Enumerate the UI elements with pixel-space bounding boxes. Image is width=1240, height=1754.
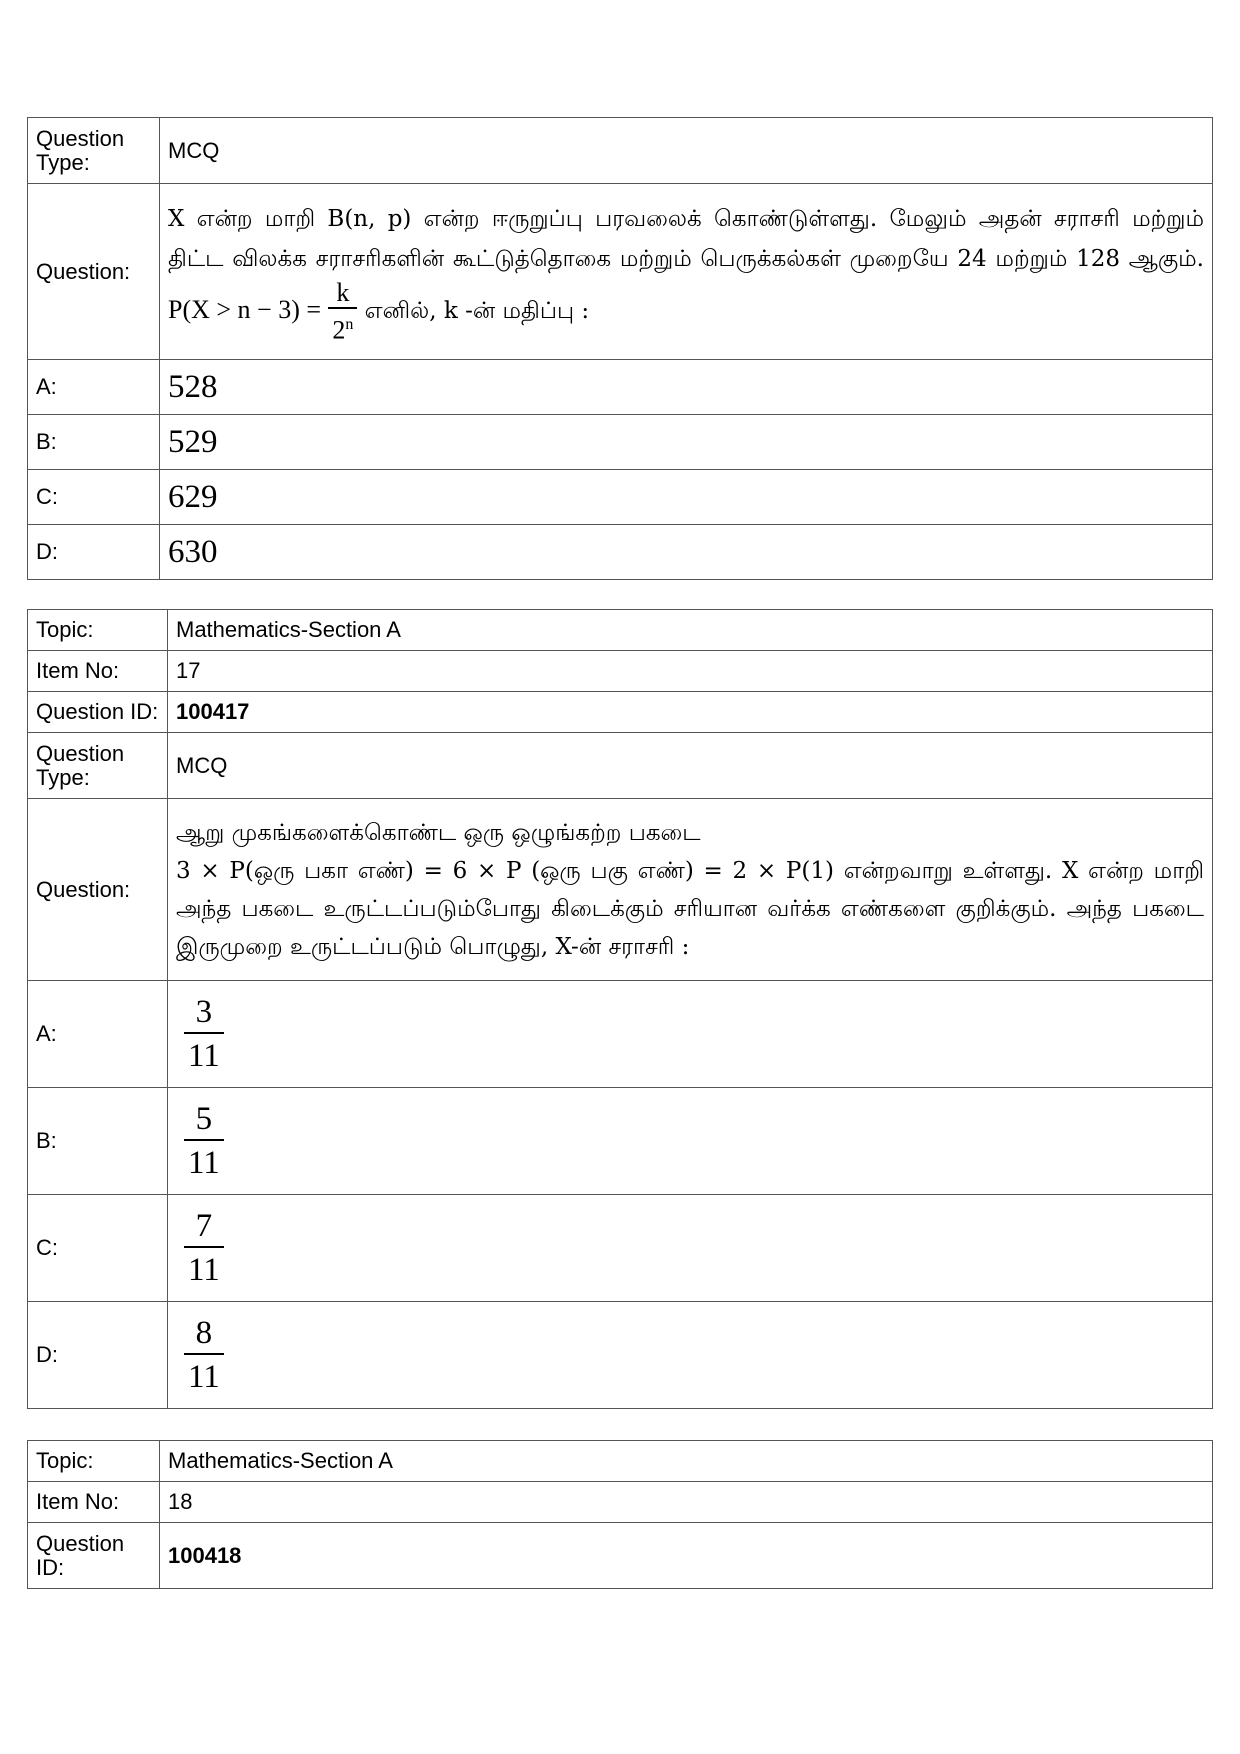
option-d-value <box>168 1302 1213 1409</box>
question-table-1 <box>27 117 1213 580</box>
topic-value: Mathematics-Section A <box>168 610 1213 651</box>
question-type-value: MCQ <box>160 118 1213 184</box>
option-b-value <box>168 1088 1213 1195</box>
option-c-value <box>168 1195 1213 1302</box>
question-id-label: Question ID: <box>28 1523 160 1589</box>
question-text <box>168 799 1213 981</box>
option-d-label: D: <box>28 525 160 580</box>
item-no-label: Item No: <box>28 1482 160 1523</box>
option-b-label: B: <box>28 1088 168 1195</box>
question-label: Question: <box>28 799 168 981</box>
question-type-value: MCQ <box>168 733 1213 799</box>
denominator-exponent: n <box>345 315 354 333</box>
fraction-numerator: 3 <box>195 994 213 1030</box>
option-a-value: 528 <box>160 360 1213 415</box>
question-line-2: 3 × P(ஒரு பகா எண்) = 6 × P (ஒரு பகு எண்) = 2 × P(1) என்றவாறு உள்ளது. X என்ற மாறி அந்த பகடை உருட்டப்படும்போது கிடைக்கும் சரியான வர்க்க எண்களை குறிக்கும். அந்த பகடை இருமுறை உருட்டப்படும் பொழுது, X-ன் சராசரி : <box>176 857 1204 960</box>
topic-value: Mathematics-Section A <box>160 1441 1213 1482</box>
fraction-denominator: 11 <box>184 1139 224 1183</box>
topic-label: Topic: <box>28 1441 160 1482</box>
question-text-part-1: X என்ற மாறி B(n, p) என்ற ஈருறுப்பு பரவலைக் கொண்டுள்ளது. மேலும் அதன் சராசரி மற்றும் திட்ட விலக்க சராசரிகளின் கூட்டுத்தொகை மற்றும் பெருக்கல்கள் முறையே 24 மற்றும் 128 ஆகும். <box>168 205 1204 272</box>
item-no-label: Item No: <box>28 651 168 692</box>
question-table-2 <box>27 609 1213 1409</box>
fraction-denominator <box>328 307 357 345</box>
fraction-denominator: 11 <box>184 1246 224 1290</box>
question-table-3 <box>27 1440 1213 1589</box>
option-d-label: D: <box>28 1302 168 1409</box>
item-no-value: 18 <box>160 1482 1213 1523</box>
fraction-8-over-11 <box>184 1313 224 1397</box>
fraction-numerator: k <box>336 277 350 307</box>
question-id-label: Question ID: <box>28 692 168 733</box>
question-line-1: ஆறு முகங்களைக்கொண்ட ஒரு ஒழுங்கற்ற பகடை <box>176 819 701 846</box>
fraction-denominator: 11 <box>184 1353 224 1397</box>
question-type-label: Question Type: <box>28 118 160 184</box>
question-type-label: Question Type: <box>28 733 168 799</box>
option-a-label: A: <box>28 360 160 415</box>
question-text-part-2: எனில், k -ன் மதிப்பு : <box>364 297 590 324</box>
option-d-value: 630 <box>160 525 1213 580</box>
fraction-numerator: 5 <box>195 1101 213 1137</box>
option-c-value: 629 <box>160 470 1213 525</box>
topic-label: Topic: <box>28 610 168 651</box>
item-no-value: 17 <box>168 651 1213 692</box>
question-id-value: 100418 <box>160 1523 1213 1589</box>
question-text <box>160 184 1213 360</box>
question-math-expression: P(X > n − 3) = <box>168 294 322 324</box>
option-c-label: C: <box>28 470 160 525</box>
fraction-k-over-2n <box>328 279 357 345</box>
fraction-numerator: 7 <box>195 1208 213 1244</box>
option-c-label: C: <box>28 1195 168 1302</box>
fraction-denominator: 11 <box>184 1032 224 1076</box>
option-b-value: 529 <box>160 415 1213 470</box>
fraction-numerator: 8 <box>195 1315 213 1351</box>
option-b-label: B: <box>28 415 160 470</box>
fraction-5-over-11 <box>184 1099 224 1183</box>
option-a-value <box>168 981 1213 1088</box>
option-a-label: A: <box>28 981 168 1088</box>
denominator-base: 2 <box>332 315 346 345</box>
fraction-7-over-11 <box>184 1206 224 1290</box>
question-id-value: 100417 <box>168 692 1213 733</box>
fraction-3-over-11 <box>184 992 224 1076</box>
question-label: Question: <box>28 184 160 360</box>
